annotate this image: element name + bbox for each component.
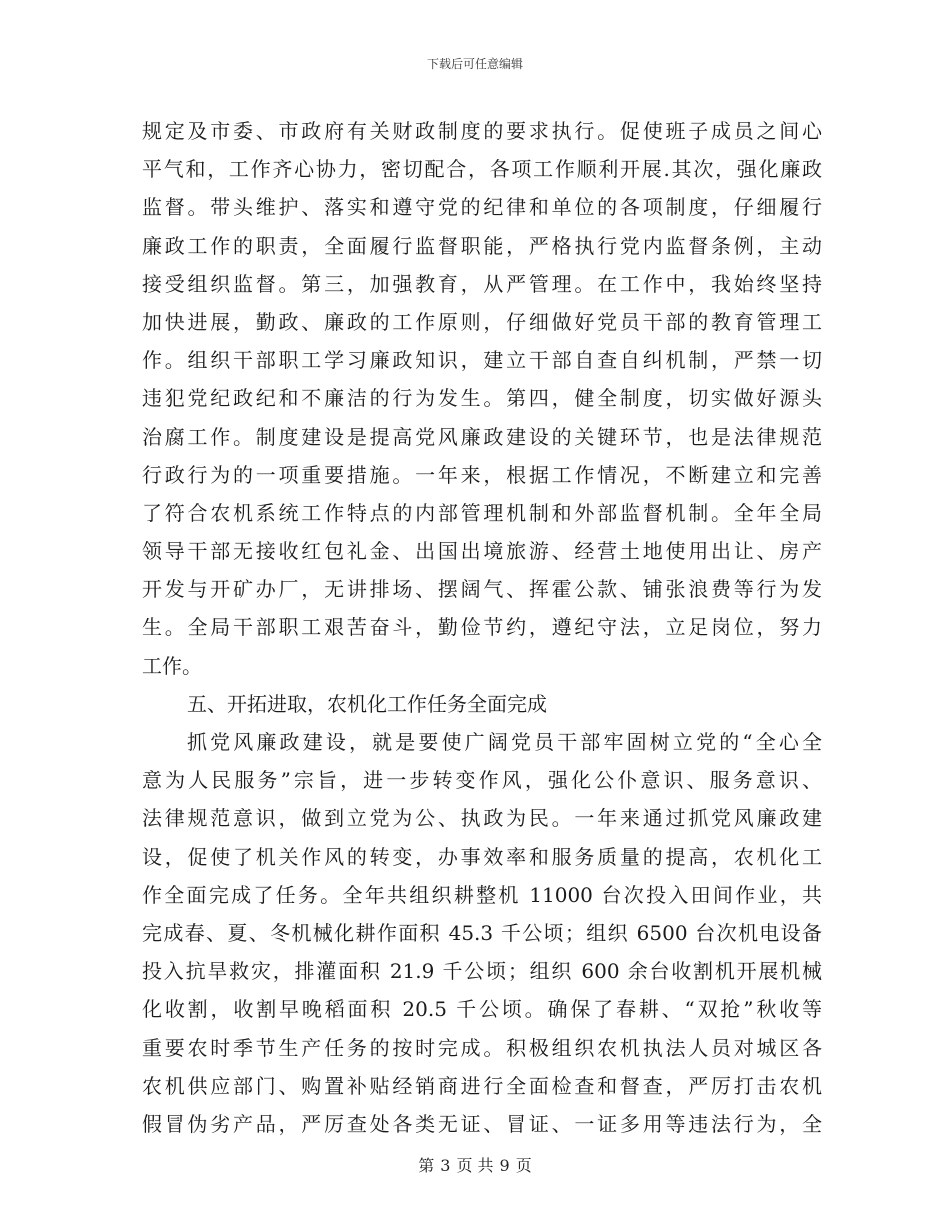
- page-number: 3: [440, 1156, 451, 1175]
- text-line: 加快进展，勤政、廉政的工作原则，仔细做好党员干部的教育管理工: [142, 309, 822, 334]
- text-line: 投入抗旱救灾，排灌面积 21.9 千公顷；组织 600 余台收割机开展机械: [142, 959, 822, 984]
- text-line: 生。全局干部职工艰苦奋斗，勤俭节约，遵纪守法，立足岗位，努力: [142, 615, 822, 640]
- document-body: [142, 112, 822, 1143]
- text-line: 规定及市委、市政府有关财政制度的要求执行。促使班子成员之间心: [142, 119, 822, 143]
- text-line: 化收割，收割早晚稻面积 20.5 千公顷。确保了春耕、“双抢”秋收等: [142, 997, 822, 1022]
- footer-suffix: 页: [515, 1156, 532, 1175]
- section-heading: 五、开拓进取，农机化工作任务全面完成: [187, 691, 547, 716]
- text-line: 监督。带头维护、落实和遵守党的纪律和单位的各项制度，仔细履行: [142, 195, 822, 220]
- footer-prefix: 第: [418, 1156, 435, 1175]
- text-line: 了符合农机系统工作特点的内部管理机制和外部监督机制。全年全局: [142, 500, 822, 525]
- text-line: 接受组织监督。第三，加强教育，从严管理。在工作中，我始终坚持: [142, 271, 822, 296]
- text-line: 领导干部无接收红包礼金、出国出境旅游、经营土地使用出让、房产: [142, 539, 822, 564]
- text-line: 治腐工作。制度建设是提高党风廉政建设的关键环节，也是法律规范: [142, 424, 822, 449]
- text-line: 法律规范意识，做到立党为公、执政为民。一年来通过抓党风廉政建: [142, 806, 822, 831]
- page-total: 9: [499, 1156, 510, 1175]
- page-footer: [0, 1153, 950, 1176]
- text-line: 意为人民服务”宗旨，进一步转变作风，强化公仆意识、服务意识、: [142, 768, 822, 793]
- text-line: 违犯党纪政纪和不廉洁的行为发生。第四，健全制度，切实做好源头: [142, 386, 822, 411]
- text-line: 抓党风廉政建设，就是要使广阔党员干部牢固树立党的“全心全: [187, 730, 822, 754]
- footer-middle: 页 共: [456, 1156, 494, 1175]
- page-header: 下载后可任意编辑: [426, 57, 523, 71]
- text-line: 完成春、夏、冬机械化耕作面积 45.3 千公顷；组织 6500 台次机电设备: [142, 920, 822, 945]
- text-line: 廉政工作的职责，全面履行监督职能，严格执行党内监督条例，主动: [142, 233, 822, 258]
- text-line: 假冒伪劣产品，严厉查处各类无证、冒证、一证多用等违法行为，全: [142, 1111, 822, 1136]
- text-line: 工作。: [142, 653, 202, 678]
- text-line: 行政行为的一项重要措施。一年来，根据工作情况，不断建立和完善: [142, 462, 822, 487]
- text-line: 农机供应部门、购置补贴经销商进行全面检查和督查，严厉打击农机: [142, 1073, 822, 1098]
- text-line: 重要农时季节生产任务的按时完成。积极组织农机执法人员对城区各: [142, 1035, 822, 1060]
- text-line: 平气和，工作齐心协力，密切配合，各项工作顺利开展.其次，强化廉政: [142, 157, 822, 182]
- text-line: 设，促使了机关作风的转变，办事效率和服务质量的提高，农机化工: [142, 844, 822, 869]
- text-line: 开发与开矿办厂，无讲排场、摆阔气、挥霍公款、铺张浪费等行为发: [142, 577, 822, 602]
- text-line: 作。组织干部职工学习廉政知识，建立干部自查自纠机制，严禁一切: [142, 348, 822, 373]
- text-line: 作全面完成了任务。全年共组织耕整机 11000 台次投入田间作业，共: [142, 882, 822, 907]
